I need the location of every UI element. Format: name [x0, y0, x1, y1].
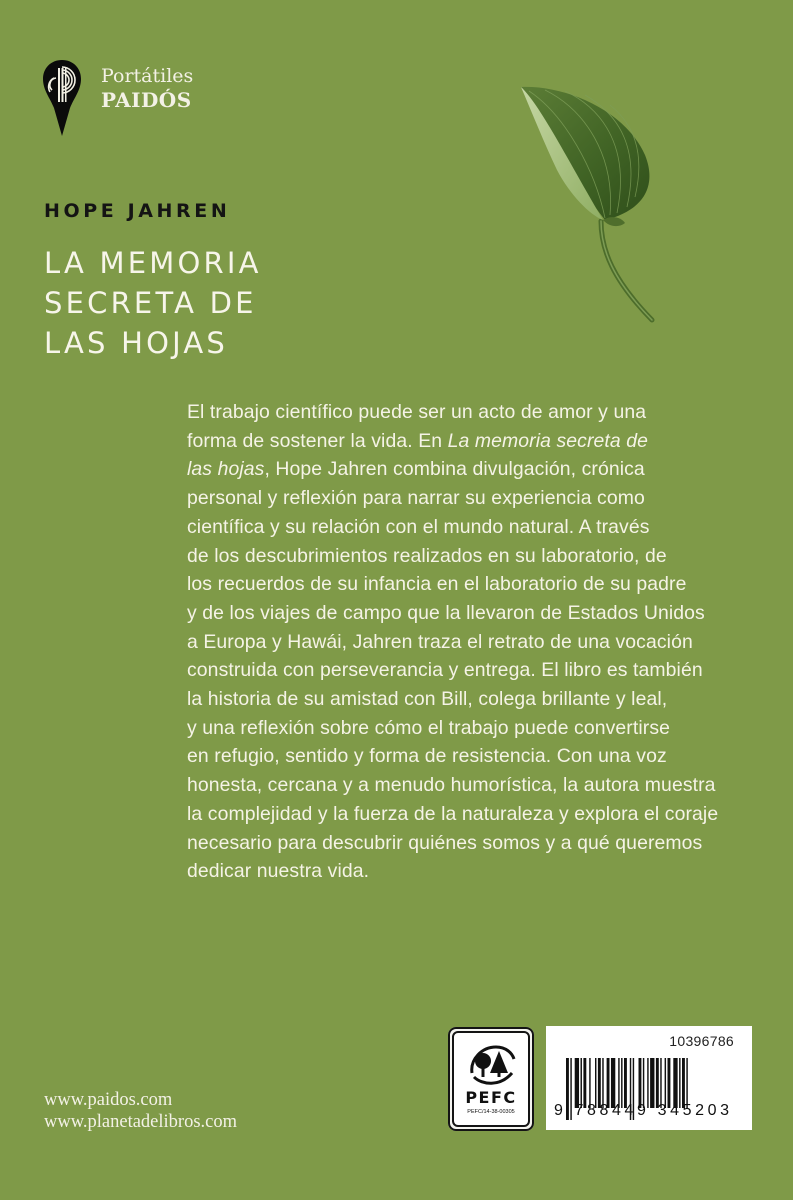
synopsis-line: de los descubrimientos realizados en su laboratorio, de [187, 544, 667, 567]
barcode-bar [660, 1058, 661, 1108]
barcode-bar [682, 1058, 685, 1108]
pefc-label: PEFC [465, 1088, 517, 1107]
publisher-urls [44, 1089, 237, 1133]
publisher-collection: Portátiles [101, 65, 194, 87]
publisher-logo [42, 58, 202, 140]
barcode-bar [650, 1058, 654, 1108]
synopsis-line: los recuerdos de su infancia en el laboratorio de su padre [187, 573, 687, 596]
author-name: HOPE JAHREN [44, 200, 231, 222]
synopsis [187, 398, 767, 886]
barcode-bar [686, 1058, 687, 1108]
synopsis-line: necesario para descubrir quiénes somos y a qué queremos [187, 831, 703, 854]
title-line: LAS HOJAS [44, 326, 229, 360]
barcode-bar [618, 1058, 619, 1108]
barcode-bar [673, 1058, 677, 1108]
barcode-bar [575, 1058, 579, 1108]
barcode-bar [598, 1058, 601, 1108]
barcode-bar [639, 1058, 642, 1108]
barcode-bar [621, 1058, 622, 1108]
synopsis-line: científica y su relación con el mundo natural. A través [187, 515, 650, 538]
book-title [44, 243, 262, 363]
publisher-name [101, 64, 193, 112]
barcode-bar [602, 1058, 603, 1108]
barcode-bar [656, 1058, 659, 1108]
barcode-bar [665, 1058, 666, 1108]
synopsis-line: construida con perseverancia y entrega. El libro es también [187, 659, 703, 682]
synopsis-line: y de los viajes de campo que la llevaron de Estados Unidos [187, 601, 705, 624]
synopsis-line: forma de sostener la vida. En La memoria secreta de [187, 429, 649, 452]
barcode-bar [668, 1058, 671, 1108]
pefc-frame [452, 1031, 530, 1127]
synopsis-line: honesta, cercana y a menudo humorística, la autora muestra [187, 774, 716, 797]
pefc-trees-icon [468, 1043, 516, 1087]
internal-code: 10396786 [669, 1033, 734, 1049]
barcode-bar [595, 1058, 596, 1108]
barcode-bar [607, 1058, 610, 1108]
title-line: LA MEMORIA [44, 246, 262, 280]
isbn-barcode [546, 1026, 752, 1130]
url-paidos[interactable]: www.paidos.com [44, 1090, 173, 1110]
synopsis-line: en refugio, sentido y forma de resistencia. Con una voz [187, 745, 667, 768]
leaf-icon [515, 75, 675, 325]
url-planetadelibros[interactable]: www.planetadelibros.com [44, 1112, 237, 1132]
barcode-bar [643, 1058, 644, 1108]
synopsis-line: la complejidad y la fuerza de la naturaleza y explora el coraje [187, 802, 719, 825]
barcode-bar [581, 1058, 582, 1108]
book-title-italic: las hojas [187, 458, 265, 481]
title-line: SECRETA DE [44, 286, 257, 320]
barcode-bar [679, 1058, 680, 1108]
synopsis-line: la historia de su amistad con Bill, colega brillante y leal, [187, 688, 668, 711]
barcode-bar [583, 1058, 586, 1108]
pefc-certification [448, 1027, 534, 1131]
barcode-bar [611, 1058, 615, 1108]
synopsis-line: a Europa y Hawái, Jahren traza el retrato de una vocación [187, 630, 693, 653]
location-pin-icon [42, 58, 82, 138]
barcode-bar [624, 1058, 627, 1108]
synopsis-line: y una reflexión sobre cómo el trabajo puede convertirse [187, 716, 670, 739]
book-title-italic: La memoria secreta de [447, 429, 649, 452]
publisher-brand: PAIDÓS [101, 88, 192, 112]
synopsis-line: las hojas, Hope Jahren combina divulgación, crónica [187, 458, 645, 481]
synopsis-line: personal y reflexión para narrar su experiencia como [187, 487, 645, 510]
pefc-code: PEFC/14-38-00305 [467, 1109, 515, 1115]
synopsis-line: dedicar nuestra vida. [187, 860, 370, 883]
barcode-bar [647, 1058, 648, 1108]
barcode-bar [589, 1058, 590, 1108]
synopsis-line: El trabajo científico puede ser un acto de amor y una [187, 401, 647, 423]
isbn-number: 9 788449 345203 [554, 1102, 733, 1119]
